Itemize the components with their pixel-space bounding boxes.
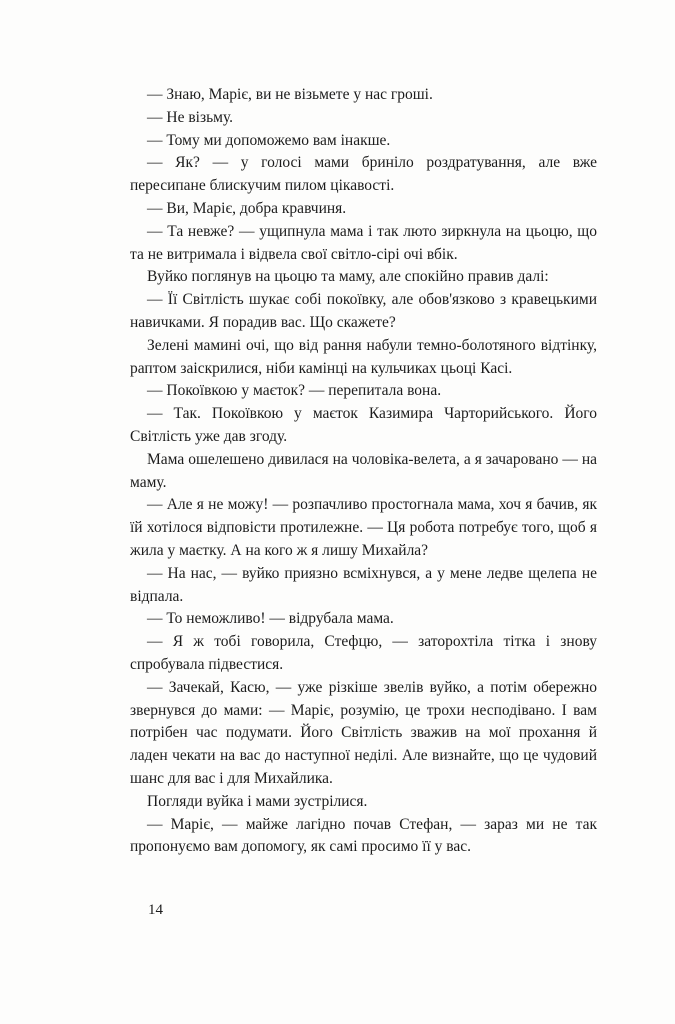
paragraph: — Але я не можу! — розпачливо простогнала мама, хоч я бачив, як їй хотілося відповісти протилежне. — Ця робота потребує того, щоб я жила у маєтку. А на кого ж я лишу Михайла? (130, 496, 597, 559)
paragraph: — Її Світлість шукає собі покоївку, але обов'язково з кравецькими навичками. Я порадив вас. Що скажете? (130, 291, 597, 331)
paragraph: — Ви, Маріє, добра кравчиня. (147, 199, 347, 217)
paragraph: — Знаю, Маріє, ви не візьмете у нас гроші. (147, 86, 433, 103)
paragraph: — Зачекай, Касю, — уже різкіше звелів вуйко, а потім обережно звернувся до мами: — Маріє, розумію, це трохи несподівано. І вам потрібен час подумати. Його Світлість зважив на мої прохання й ладен чекати на вас до наступної неділі. Але визнайте, що це чудовий шанс для вас і для Михайлика. (130, 678, 597, 787)
paragraph: — Та невже? — ущипнула мама і так люто зиркнула на цьоцю, що та не витримала і відвела свої світло-сірі очі вбік. (130, 222, 597, 263)
paragraph: — То неможливо! — відрубала мама. (147, 610, 394, 628)
paragraph: Вуйко поглянув на цьоцю та маму, але спокійно правив далі: (147, 268, 549, 286)
paragraph: — Тому ми допоможемо вам інакше. (147, 131, 391, 149)
paragraph: — Покоївкою у маєток? — перепитала вона. (147, 382, 442, 400)
page-number: 14 (148, 902, 163, 918)
paragraph: — Як? — у голосі мами бриніло роздратування, але вже пересипане блискучим пилом цікавості. (130, 154, 597, 195)
paragraph: Зелені мамині очі, що від рання набули темно-болотяного відтінку, раптом заіскрилися, ніби камінці на кульчиках цьоці Касі. (130, 336, 597, 377)
text-block (130, 84, 597, 859)
paragraph: Мама ошелешено дивилася на чоловіка-велета, а я зачаровано — на маму. (130, 450, 597, 491)
paragraph: — Не візьму. (147, 108, 234, 126)
paragraph: — Так. Покоївкою у маєток Казимира Чарторийського. Його Світлість уже дав згоду. (130, 405, 597, 445)
paragraph: — На нас, — вуйко приязно всміхнувся, а у мене ледве щелепа не відпала. (130, 564, 597, 605)
paragraph: — Я ж тобі говорила, Стефцю, — заторохтіла тітка і знову спробувала підвестися. (130, 633, 597, 673)
paragraph: Погляди вуйка і мами зустрілися. (147, 792, 368, 810)
paragraph: — Маріє, — майже лагідно почав Стефан, — зараз ми не так пропонуємо вам допомогу, як самі просимо її у вас. (130, 815, 597, 856)
